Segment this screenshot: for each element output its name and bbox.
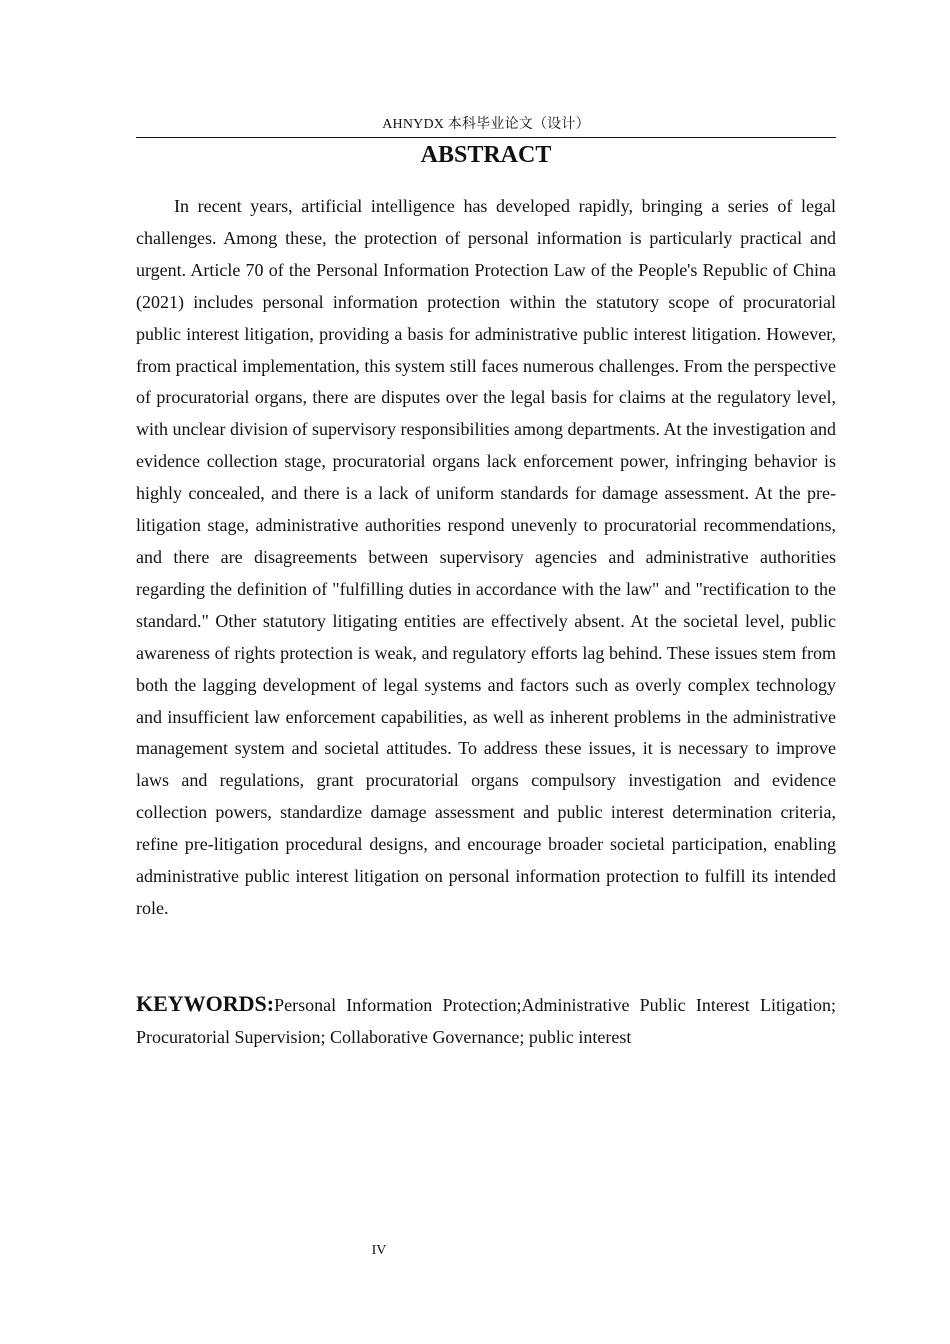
abstract-body: In recent years, artificial intelligence has developed rapidly, bringing a series of legal challenges. Among these, the protection of personal information is particularly practical and urgent. Article 70 of the Personal Information Protection Law of the People's Republic of China (2021) includes personal information protection within the statutory scope of procuratorial public interest litigation, providing a basis for administrative public interest litigation. However, from practical implementation, this system still faces numerous challenges. From the perspective of procuratorial organs, there are disputes over the legal basis for claims at the regulatory level, with unclear division of supervisory responsibilities among departments. At the investigation and evidence collection stage, procuratorial organs lack enforcement power, infringing behavior is highly concealed, and there is a lack of uniform standards for damage assessment. At the pre-litigation stage, administrative authorities respond unevenly to procuratorial recommendations, and there are disagreements between supervisory agencies and administrative authorities regarding the definition of "fulfilling duties in accordance with the law" and "rectification to the standard." Other statutory litigating entities are effectively absent. At the societal level, public awareness of rights protection is weak, and regulatory efforts lag behind. These issues stem from both the lagging development of legal systems and factors such as overly complex technology and insufficient law enforcement capabilities, as well as inherent problems in the administrative management system and societal attitudes. To address these issues, it is necessary to improve laws and regulations, grant procuratorial organs compulsory investigation and evidence collection powers, standardize damage assessment and public interest determination criteria, refine pre-litigation procedural designs, and encourage broader societal participation, enabling administrative public interest litigation on personal information protection to fulfill its intended role. [136,196,836,918]
keywords-text: Personal Information Protection;Administrative Public Interest Litigation; Procuratorial Supervision; Collaborative Governance; public interest [136,995,836,1047]
keywords-label: KEYWORDS: [136,991,275,1016]
page-title: ABSTRACT [420,142,552,168]
keywords-paragraph [136,988,836,1053]
page-number: IV [371,1243,387,1258]
header-rule [136,137,836,138]
running-header: AHNYDX 本科毕业论文（设计） [382,117,590,132]
